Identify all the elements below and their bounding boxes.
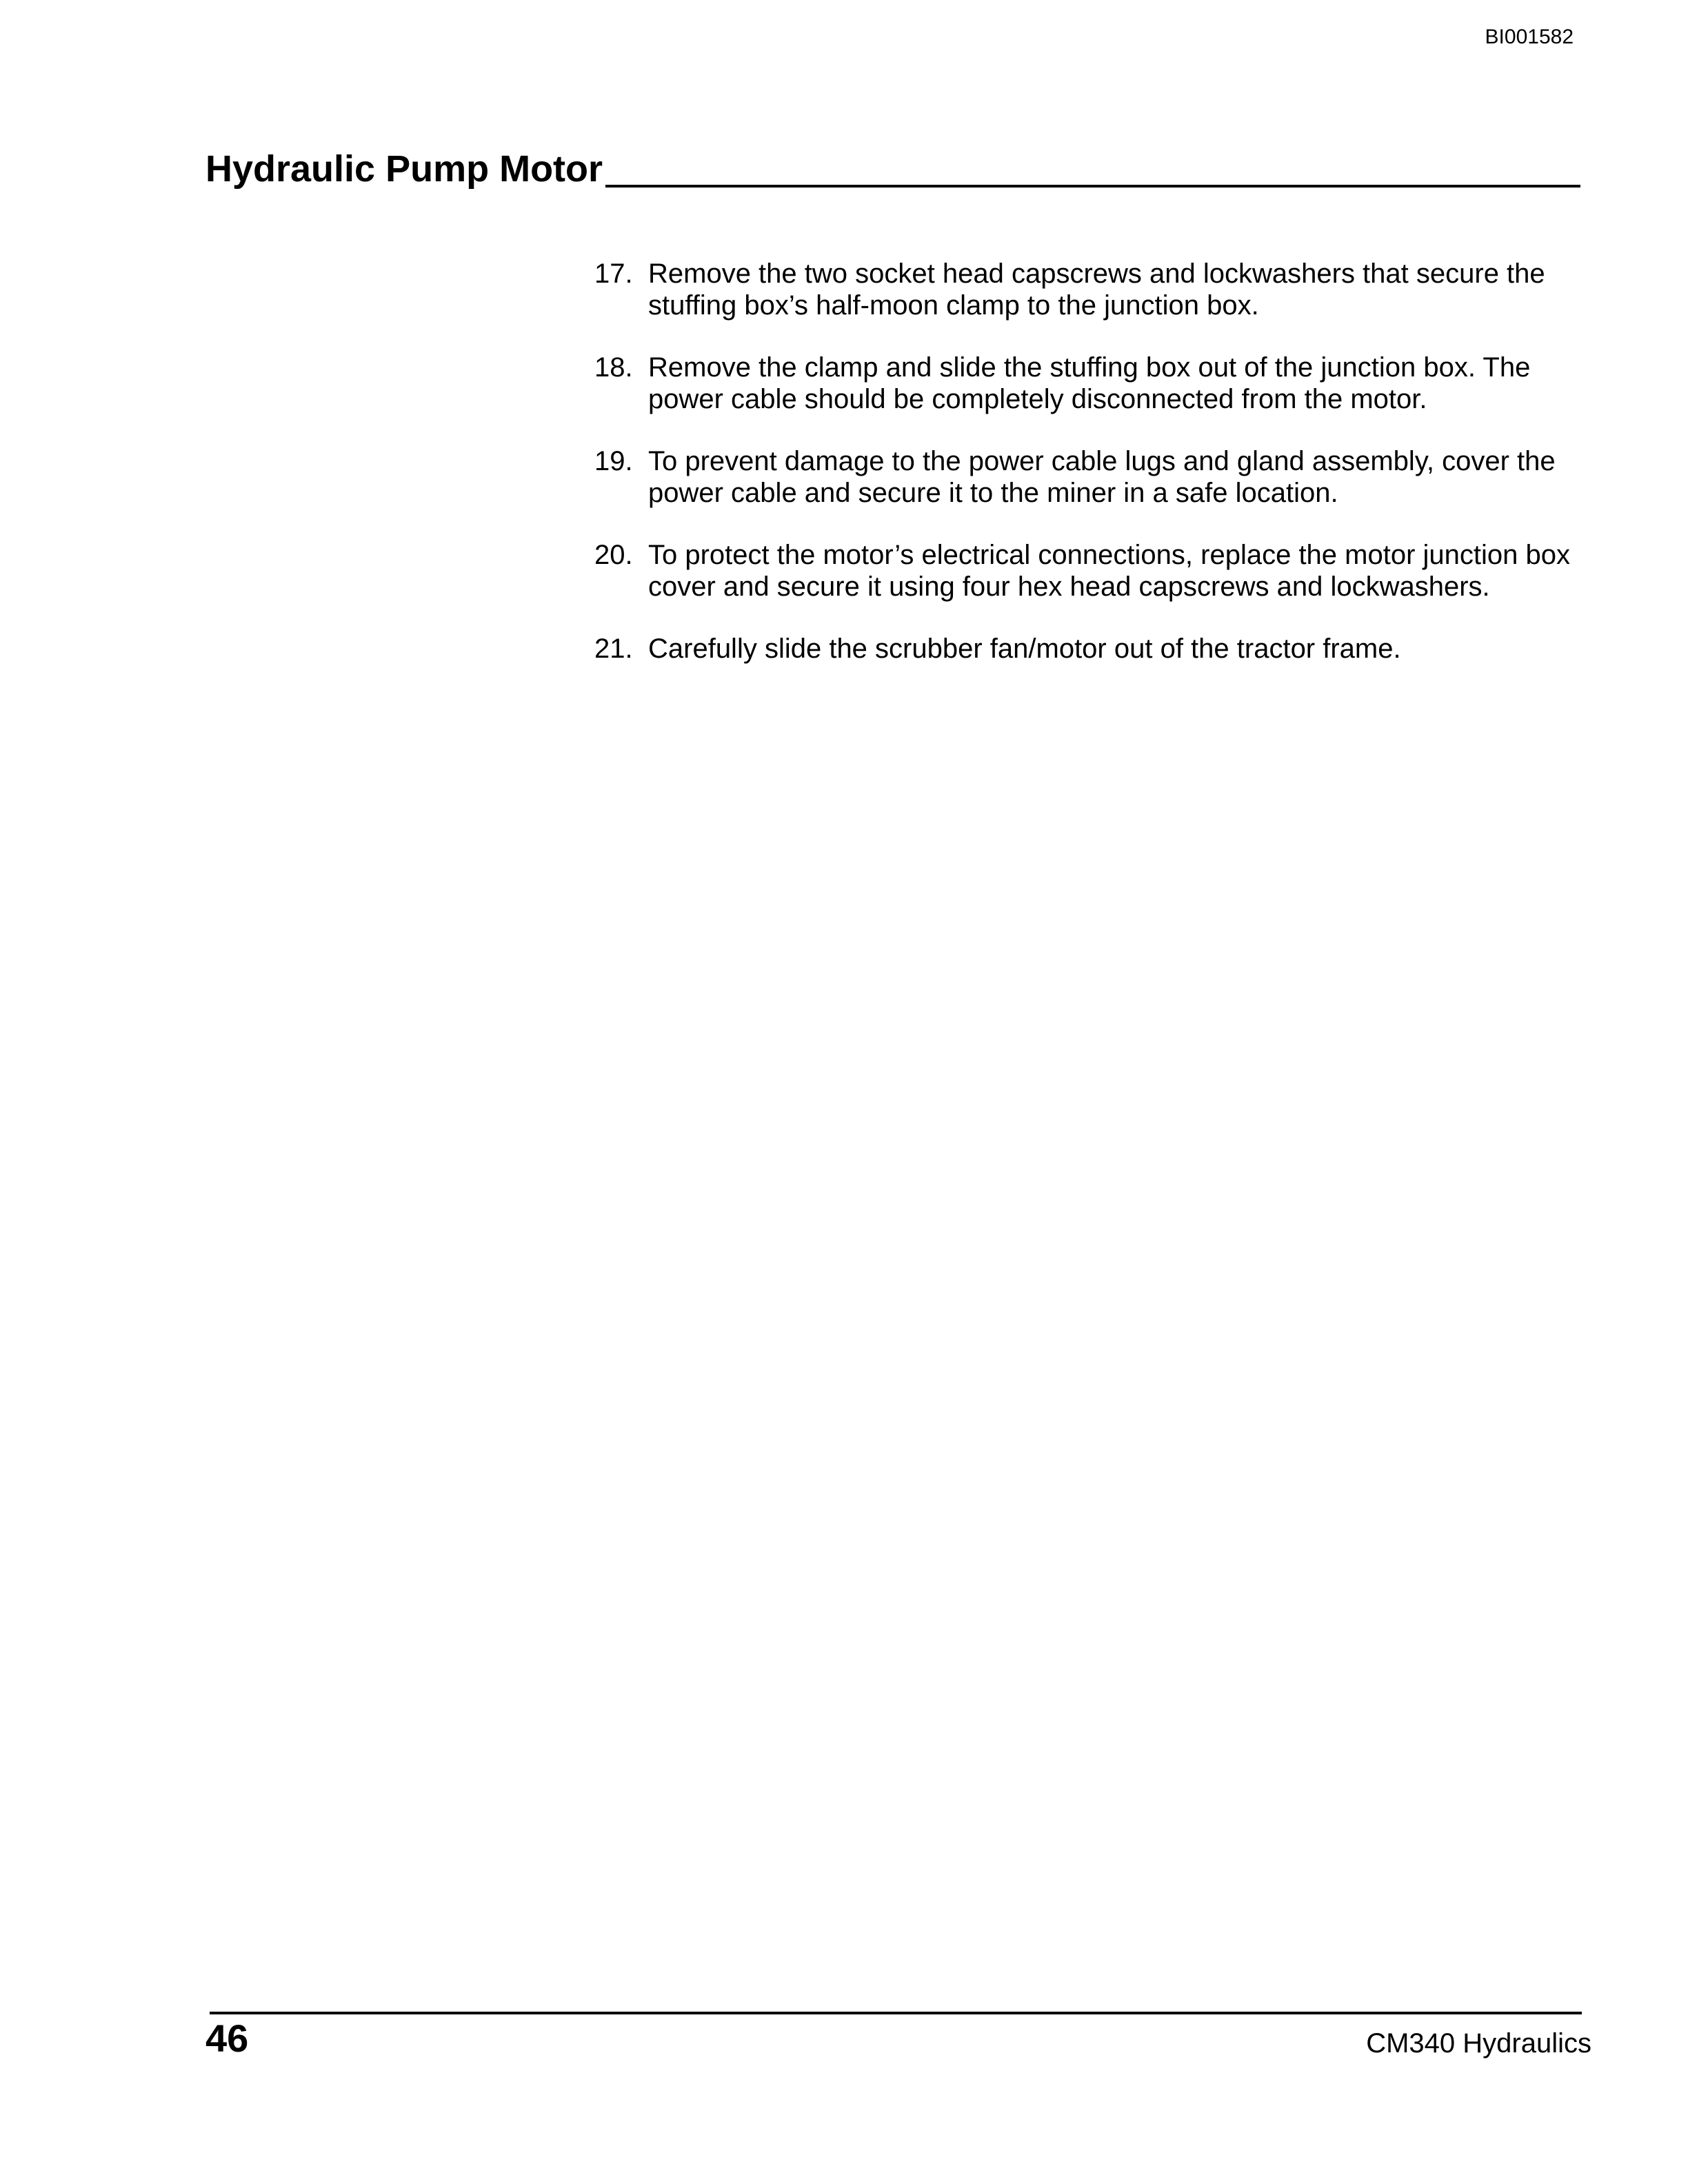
step-18 <box>594 352 1587 415</box>
manual-name: CM340 Hydraulics <box>1366 2028 1591 2059</box>
step-text: Remove the two socket head capscrews and lockwashers that secure the stuffing box’s half-moon clamp to the junction box. <box>648 259 1545 321</box>
section-header <box>205 145 1580 190</box>
step-number: 18. <box>594 352 633 383</box>
step-number: 17. <box>594 259 633 289</box>
page-number: 46 <box>205 2016 249 2060</box>
step-text: To protect the motor’s electrical connections, replace the motor junction box cover and secure it using four hex head capscrews and lockwashers. <box>648 540 1570 602</box>
title-underline <box>605 185 1580 188</box>
section-title: Hydraulic Pump Motor <box>205 148 603 190</box>
step-19 <box>594 445 1587 509</box>
step-21 <box>594 633 1587 665</box>
step-number: 20. <box>594 540 633 570</box>
document-id: BI001582 <box>1485 26 1574 48</box>
step-20 <box>594 539 1587 603</box>
step-number: 19. <box>594 446 633 476</box>
footer-rule <box>210 2012 1582 2014</box>
step-text: To prevent damage to the power cable lugs and gland assembly, cover the power cable and secure it to the miner in a safe location. <box>648 446 1556 508</box>
step-17 <box>594 258 1587 321</box>
step-text: Remove the clamp and slide the stuffing box out of the junction box. The power cable should be completely disconnected from the motor. <box>648 352 1531 414</box>
step-text: Carefully slide the scrubber fan/motor out of the tractor frame. <box>648 634 1401 664</box>
procedure-steps <box>594 258 1587 695</box>
step-number: 21. <box>594 634 633 664</box>
